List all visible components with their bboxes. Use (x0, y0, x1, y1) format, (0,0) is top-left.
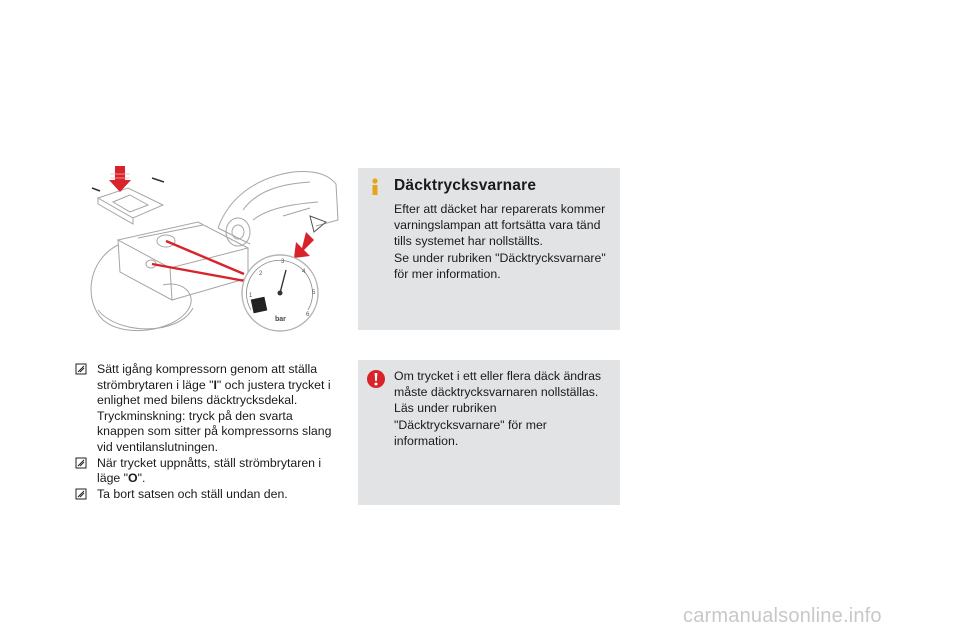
checkbox-bullet-icon (75, 488, 87, 500)
step-text: Ta bort satsen och ställ undan den. (97, 486, 288, 501)
watermark: carmanualsonline.info (683, 605, 882, 627)
step-text: ". (137, 471, 146, 486)
gauge-unit-label: bar (275, 316, 286, 323)
black-release-button (251, 297, 268, 314)
instruction-step (75, 456, 343, 487)
info-icon (366, 177, 384, 197)
instruction-step (75, 362, 343, 409)
pressure-gauge (242, 255, 318, 331)
step-text: När trycket uppnåtts, ställ strömbrytaren i läge " (97, 455, 322, 486)
gauge-tick-label: 4 (302, 269, 306, 275)
compressor-diagram (78, 160, 340, 338)
info-box (358, 168, 620, 330)
checkbox-bullet-icon (75, 363, 87, 375)
gauge-tick-label: 1 (249, 293, 253, 299)
red-arrow-valve-icon (294, 232, 314, 258)
warning-paragraph: Läs under rubriken "Däcktrycksvarnare" för mer information. (394, 401, 547, 448)
compressor-illustration (78, 160, 340, 338)
gauge-tick-label: 2 (259, 271, 263, 277)
info-paragraph: Efter att däcket har reparerats kommer varningslampan att fortsätta vara tänd tills systemet har nollställts. (394, 202, 606, 249)
instruction-note (75, 409, 343, 456)
warning-exclamation-icon (366, 369, 386, 389)
instruction-list (75, 362, 343, 502)
info-body (394, 201, 610, 282)
info-paragraph: Se under rubriken "Däcktrycksvarnare" för mer information. (394, 250, 606, 281)
gauge-tick-label: 6 (306, 312, 310, 318)
switch-position-label: O (128, 471, 138, 486)
gauge-tick-label: 5 (312, 290, 316, 296)
warning-body (394, 368, 610, 449)
step-text: " och justera trycket i enlighet med bilens däcktrycksdekal. (97, 377, 331, 408)
gauge-tick-label: 3 (281, 259, 285, 265)
info-title: Däcktrycksvarnare (394, 177, 537, 194)
warning-box (358, 360, 620, 505)
switch-position-label: I (213, 377, 217, 392)
checkbox-bullet-icon (75, 457, 87, 469)
instruction-step (75, 487, 343, 503)
step-text: Tryckminskning: tryck på den svarta knappen som sitter på kompressorns slang vid ventilanslutningen. (97, 408, 332, 454)
warning-paragraph: Om trycket i ett eller flera däck ändras måste däcktrycksvarnaren nollställas. (394, 369, 602, 400)
step-text: Sätt igång kompressorn genom att ställa strömbrytaren i läge " (97, 362, 318, 392)
